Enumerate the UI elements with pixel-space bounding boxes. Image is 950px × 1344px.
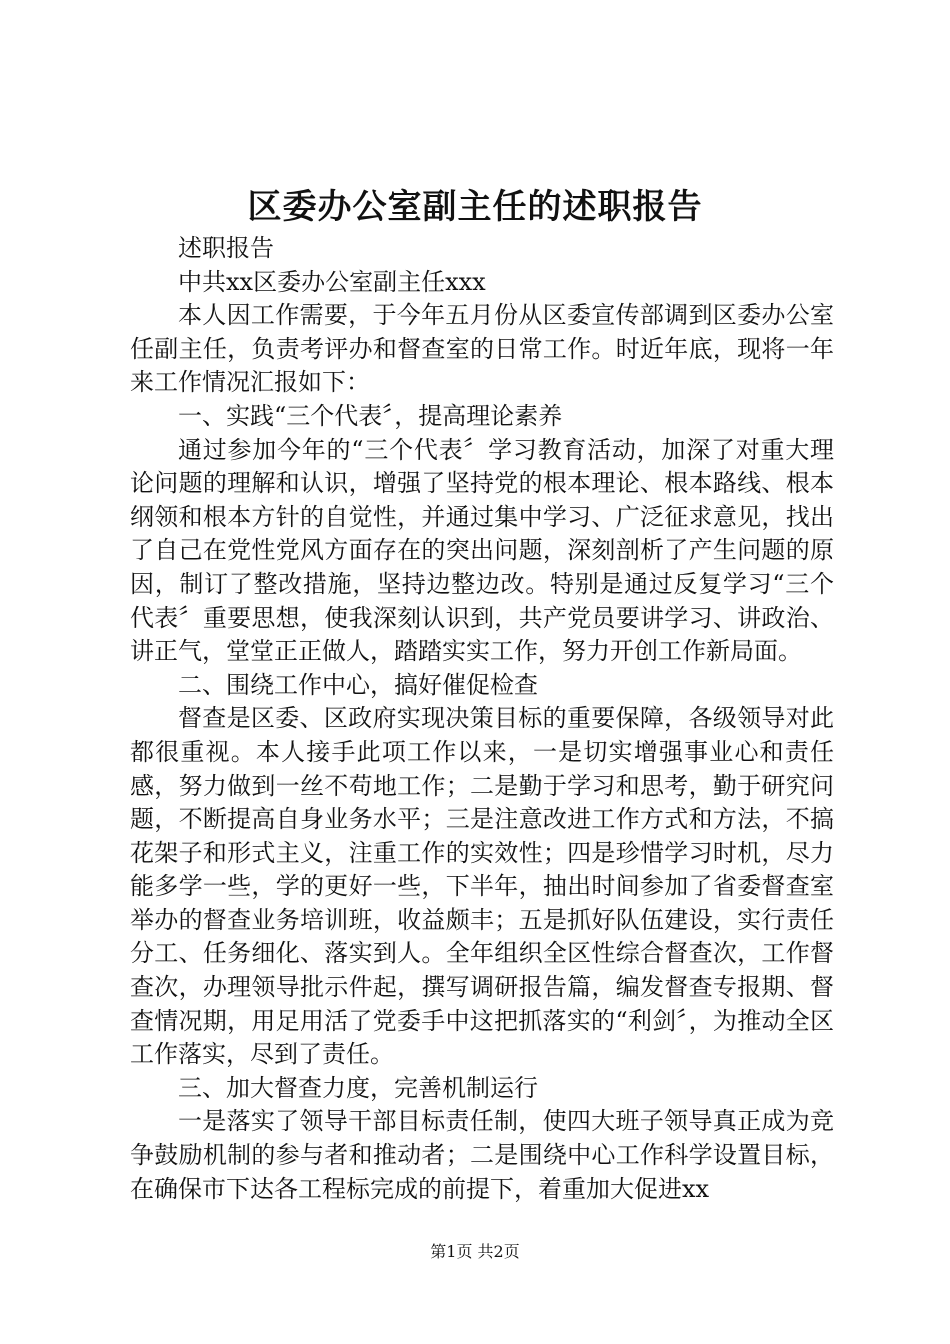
paragraph-section-3: 一是落实了领导干部目标责任制，使四大班子领导真正成为竞争鼓励机制的参与者和推动者；二是围绕中心工作科学设置目标，在确保市下达各工程标完成的前提下，着重加大促进xx	[130, 1107, 834, 1203]
section-heading-2: 二、围绕工作中心，搞好催促检查	[178, 670, 538, 699]
paragraph-intro: 本人因工作需要，于今年五月份从区委宣传部调到区委办公室任副主任，负责考评办和督查室的日常工作。时近年底，现将一年来工作情况汇报如下：	[130, 301, 834, 397]
paragraph-author: 中共xx区委办公室副主任xxx	[178, 267, 486, 296]
section-heading-1: 一、实践“三个代表〞，提高理论素养	[178, 401, 563, 430]
page-number-footer: 第1页 共2页	[430, 1242, 520, 1261]
paragraph-report-label: 述职报告	[178, 234, 274, 262]
section-heading-3: 三、加大督查力度，完善机制运行	[178, 1073, 538, 1102]
paragraph-section-2: 督查是区委、区政府实现决策目标的重要保障，各级领导对此都很重视。本人接手此项工作以来，一是切实增强事业心和责任感，努力做到一丝不苟地工作；二是勤于学习和思考，勤于研究问题，不断提高自身业务水平；三是注意改进工作方式和方法，不搞花架子和形式主义，注重工作的实效性；四是珍惜学习时机，尽力能多学一些，学的更好一些，下半年，抽出时间参加了省委督查室举办的督查业务培训班，收益颇丰；五是抓好队伍建设，实行责任分工、任务细化、落实到人。全年组织全区性综合督查次，工作督查次，办理领导批示件起，撰写调研报告篇，编发督查专报期、督查情况期，用足用活了党委手中这把抓落实的“利剑〞，为推动全区工作落实，尽到了责任。	[130, 704, 834, 1069]
paragraph-section-1: 通过参加今年的“三个代表〞学习教育活动，加深了对重大理论问题的理解和认识，增强了坚持党的根本理论、根本路线、根本纲领和根本方针的自觉性，并通过集中学习、广泛征求意见，找出了自己在党性党风方面存在的突出问题，深刻剖析了产生问题的原因，制订了整改措施，坚持边整边改。特别是通过反复学习“三个代表〞重要思想，使我深刻认识到，共产党员要讲学习、讲政治、讲正气，堂堂正正做人，踏踏实实工作，努力开创工作新局面。	[130, 435, 834, 666]
document-title: 区委办公室副主任的述职报告	[247, 187, 703, 227]
document-body	[130, 232, 834, 1206]
